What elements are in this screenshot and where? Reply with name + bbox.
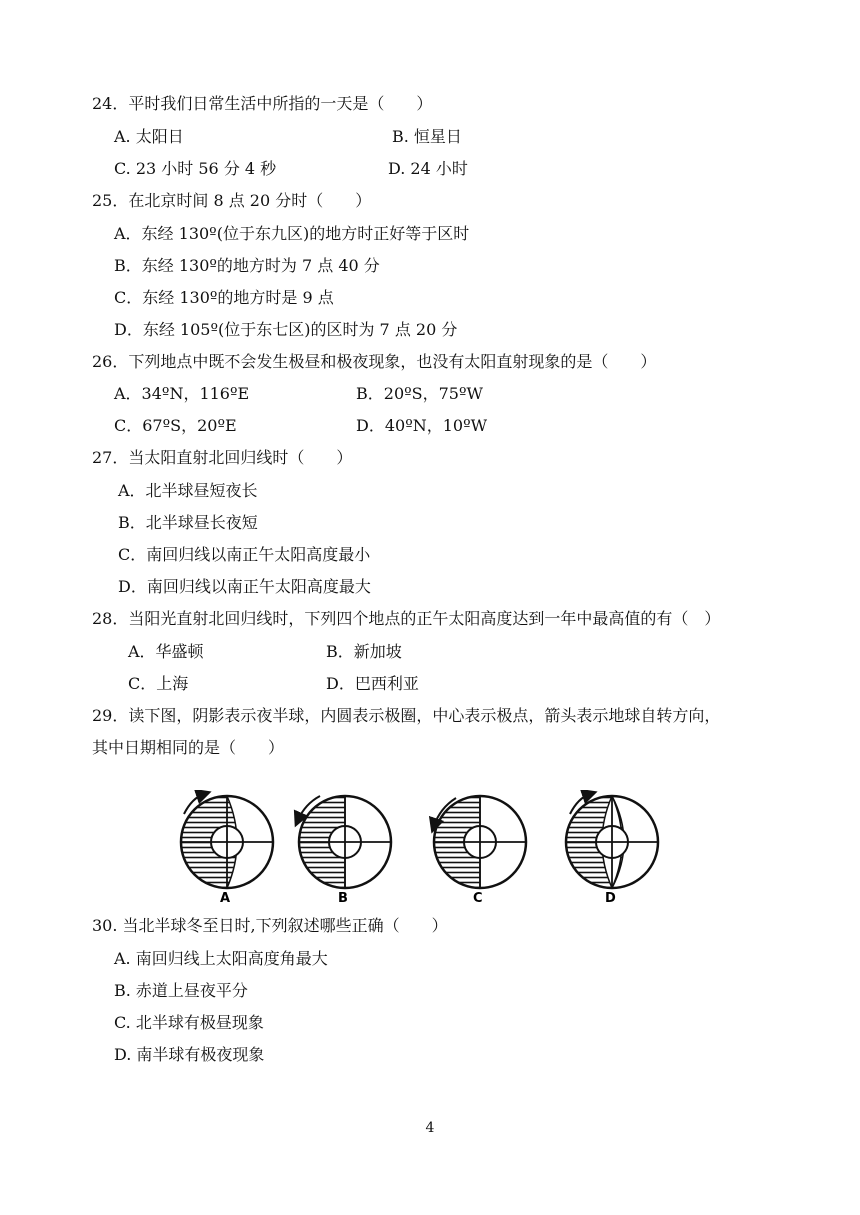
q24-stem: 24．平时我们日常生活中所指的一天是（ ） bbox=[92, 94, 433, 113]
q29-diagram-c bbox=[434, 796, 526, 905]
q25-option-a: A．东经 130º(位于东九区)的地方时正好等于区时 bbox=[114, 224, 470, 243]
q29-diagram-a bbox=[181, 794, 273, 905]
q27-option-d: D．南回归线以南正午太阳高度最大 bbox=[118, 577, 371, 596]
q26-stem: 26．下列地点中既不会发生极昼和极夜现象，也没有太阳直射现象的是（ ） bbox=[92, 352, 657, 371]
q24-option-c: C. 23 小时 56 分 4 秒 bbox=[114, 159, 277, 178]
q29-figure bbox=[170, 790, 670, 905]
q26-option-c: C．67ºS，20ºE bbox=[114, 416, 237, 435]
q26-option-d: D．40ºN，10ºW bbox=[356, 416, 488, 435]
q29-label-d: D bbox=[605, 891, 616, 905]
q25-option-b: B．东经 130º的地方时为 7 点 40 分 bbox=[114, 256, 380, 275]
q24-option-d: D. 24 小时 bbox=[388, 159, 468, 178]
q29-diagram-b bbox=[298, 796, 391, 905]
q30-option-a: A. 南回归线上太阳高度角最大 bbox=[114, 949, 328, 968]
q25-option-c: C．东经 130º的地方时是 9 点 bbox=[114, 288, 334, 307]
q29-label-a: A bbox=[220, 891, 231, 905]
q29-label-c: C bbox=[473, 891, 483, 905]
q28-option-b: B．新加坡 bbox=[326, 642, 402, 661]
q28-stem: 28．当阳光直射北回归线时，下列四个地点的正午太阳高度达到一年中最高值的有（ ） bbox=[92, 609, 721, 628]
q26-option-a: A．34ºN，116ºE bbox=[114, 384, 250, 403]
q28-option-a: A．华盛顿 bbox=[128, 642, 204, 661]
q24-option-a: A. 太阳日 bbox=[114, 127, 184, 146]
q25-stem: 25．在北京时间 8 点 20 分时（ ） bbox=[92, 191, 372, 210]
q30-option-c: C. 北半球有极昼现象 bbox=[114, 1013, 264, 1032]
q27-option-b: B．北半球昼长夜短 bbox=[118, 513, 258, 532]
q29-stem-line2: 其中日期相同的是（ ） bbox=[92, 738, 285, 757]
q27-option-a: A．北半球昼短夜长 bbox=[118, 481, 258, 500]
q24-option-b: B. 恒星日 bbox=[392, 127, 462, 146]
q29-diagram-d bbox=[566, 794, 658, 905]
q30-stem: 30. 当北半球冬至日时,下列叙述哪些正确（ ） bbox=[92, 916, 448, 935]
q27-option-c: C．南回归线以南正午太阳高度最小 bbox=[118, 545, 371, 564]
q29-label-b: B bbox=[338, 891, 348, 905]
q28-option-c: C．上海 bbox=[128, 674, 189, 693]
q26-option-b: B．20ºS，75ºW bbox=[356, 384, 483, 403]
q29-stem-line1: 29．读下图，阴影表示夜半球，内圆表示极圈，中心表示极点，箭头表示地球自转方向， bbox=[92, 706, 721, 725]
q27-stem: 27．当太阳直射北回归线时（ ） bbox=[92, 448, 353, 467]
q30-option-b: B. 赤道上昼夜平分 bbox=[114, 981, 248, 1000]
q25-option-d: D．东经 105º(位于东七区)的区时为 7 点 20 分 bbox=[114, 320, 458, 339]
q30-option-d: D. 南半球有极夜现象 bbox=[114, 1045, 265, 1064]
q28-option-d: D．巴西利亚 bbox=[326, 674, 419, 693]
page-number: 4 bbox=[425, 1120, 435, 1136]
